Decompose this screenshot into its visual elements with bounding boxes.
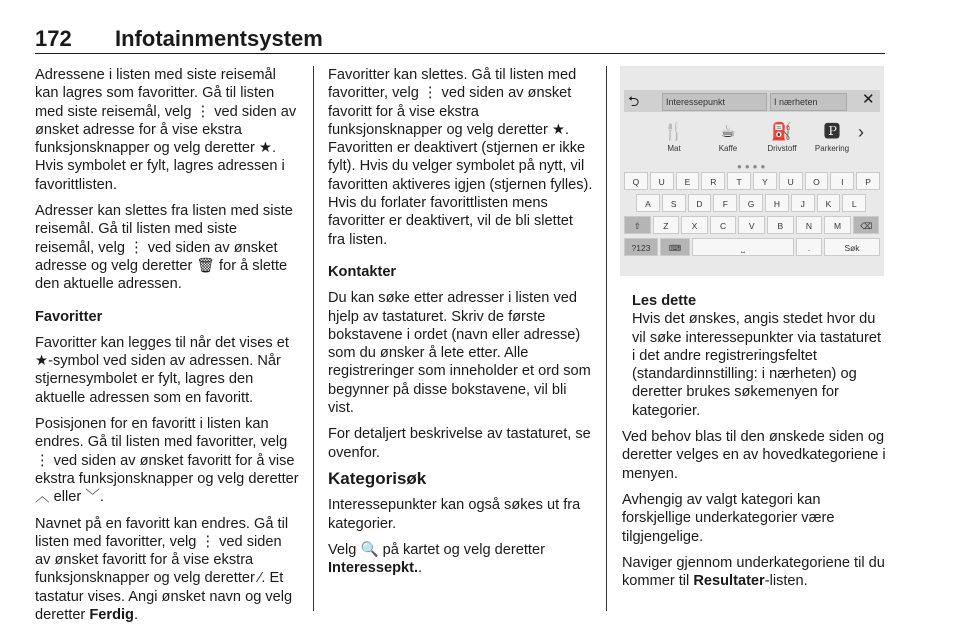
keyboard-key[interactable]: C [710,216,737,234]
keyboard-key[interactable]: H [765,194,789,212]
keyboard-key[interactable]: N [796,216,823,234]
page-number: 172 [35,26,72,51]
keyboard-key[interactable]: M [824,216,851,234]
keyboard-key[interactable]: D [688,194,712,212]
resultater-label: Resultater [693,573,765,590]
chevron-right-icon[interactable]: › [858,122,864,142]
interessepkt-label: Interessepkt. [328,560,419,577]
paragraph: Posisjonen for en favoritt i listen kan endres. Gå til listen med favoritter, velg ⋮ ved siden av ønsket favoritt for å vise ekstra funksjonsknapper og velg deretter ︿ eller ﹀. [35,416,299,506]
section-heading-kontakter: Kontakter [328,263,397,280]
parking-icon: 🅿 [823,122,841,141]
backspace-key[interactable]: ⌫ [853,216,880,234]
back-icon[interactable]: ⮌ [628,93,640,109]
paragraph: Favoritter kan slettes. Gå til listen med favoritter, velg ⋮ ved siden av ønsket favoritt for å vise ekstra funksjonsknapper og velg deretter ★. Favoritten er deaktivert (stjernen er ikke fylt). Hvis du velger symbolet på nytt, vil favoritten aktiveres igjen (stjernen fylles). Hvis du forlater favorittlisten mens favoritter er deaktivert, vil de bli slettet fra listen. [328,67,593,248]
keyboard-key[interactable]: Q [624,172,648,190]
keyboard-row-4 [624,238,880,256]
paragraph [35,515,300,625]
page-header [35,26,885,56]
keyboard-key[interactable]: Z [653,216,680,234]
key-search[interactable]: Søk [824,238,880,256]
keyboard-key[interactable]: B [767,216,794,234]
key-dot[interactable]: . [796,238,822,256]
keyboard-toggle-icon[interactable]: ⌨ [660,238,690,256]
keyboard-key[interactable]: R [701,172,725,190]
keyboard-key[interactable]: I [830,172,854,190]
paragraph [328,541,593,578]
keyboard-key[interactable]: O [805,172,829,190]
paragraph: For detaljert beskrivelse av tastaturet, se ovenfor. [328,426,591,461]
text: . [418,560,423,577]
category-label: Parkering [814,144,850,153]
keyboard-row-3 [624,216,880,234]
paragraph: Favoritter kan legges til når det vises et ★-symbol ved siden av adressen. Når stjernesymbolet er fylt, lagres den aktuelle adressen som en favoritt. [35,334,289,406]
coffee-icon: ☕ [720,122,736,141]
keyboard-key[interactable]: T [727,172,751,190]
key-space[interactable]: ⎵ [692,238,794,256]
close-icon[interactable]: ✕ [862,91,875,108]
keyboard-key[interactable]: F [713,194,737,212]
category-parkering[interactable] [804,120,860,153]
paragraph: Interessepunkter kan også søkes ut fra kategorier. [328,497,581,532]
keyboard-key[interactable]: Y [753,172,777,190]
keyboard-row-1 [624,172,880,190]
text: Navnet på en favoritt kan endres. Gå til listen med favoritter, velg ⋮ ved siden av ønsket favoritt for å vise ekstra funksjonsknapper og velg deretter ⁄. Et tastatur vises. Angi ønsket navn og velg deretter [35,515,293,624]
note-title: Les dette [632,293,697,309]
keyboard-key[interactable]: A [636,194,660,212]
ferdig-label: Ferdig [89,607,134,624]
fuel-icon: ⛽ [771,122,793,141]
column-2 [328,66,593,585]
key-123[interactable]: ?123 [624,238,658,256]
keyboard-key[interactable]: E [676,172,700,190]
keyboard-key[interactable]: U [650,172,674,190]
infotainment-screenshot [620,66,884,276]
category-label: Mat [667,144,681,153]
keyboard-key[interactable]: G [739,194,763,212]
cutlery-icon: 🍴 [663,122,685,141]
keyboard-key[interactable]: V [738,216,765,234]
column-divider [606,66,607,611]
text: Velg 🔍 på kartet og velg deretter [328,541,545,558]
paragraph: Adresser kan slettes fra listen med siste reisemål. Gå til listen med siste reisemål, velg ⋮ ved siden av ønsket adresse og velg deretter 🗑 for å slette den aktuelle adressen. [35,203,293,293]
keyboard-key[interactable]: L [842,194,866,212]
note-body: Hvis det ønskes, angis stedet hvor du vil søke interessepunkter via tastaturet i det andre registreringsfeltet (standardinnstilling: i nærheten) og deretter brukes søkemenyen for kategorier. [632,311,882,419]
shift-key[interactable]: ⇧ [624,216,651,234]
paragraph: Avhengig av valgt kategori kan forskjellige underkategorier være tilgjengelige. [622,491,835,545]
section-heading-favoritter: Favoritter [35,308,103,325]
category-label: Drivstoff [767,144,797,153]
text: . [133,607,139,624]
search-bar [624,90,880,112]
paragraph: Du kan søke etter adresser i listen ved hjelp av tastaturet. Skriv de første bokstavene i ordet (navn eller adresse) som du ønsker å lete etter. Alle registreringer som inneholder et ord som begynner på disse bokstavene, vil bli vist. [328,290,591,417]
category-label: Kaffe [718,144,738,153]
paragraph: Adressene i listen med siste reisemål kan lagres som favoritter. Gå til listen med siste reisemål, velg ⋮ ved siden av ønsket adresse for å vise ekstra funksjonsknapper og velg deretter ★. Hvis symbolet er fylt, lagres adressen i favorittlisten. [35,67,297,193]
header-rule [35,53,885,54]
category-kaffe[interactable] [700,120,756,153]
column-divider [313,66,314,611]
text: Naviger gjennom underkategoriene til du kommer til [622,554,885,590]
category-mat[interactable] [646,120,702,153]
column-1 [35,66,300,632]
keyboard-key[interactable]: S [662,194,686,212]
keyboard-key[interactable]: J [791,194,815,212]
paragraph: Ved behov blas til den ønskede siden og deretter velges en av hovedkategoriene i menyen. [622,429,886,482]
paragraph [622,554,886,591]
page-dots: ●●●● [737,162,769,171]
keyboard-key[interactable]: U [779,172,803,190]
keyboard-key[interactable]: K [817,194,841,212]
column-3 [622,292,886,598]
section-heading-kategorisok: Kategorisøk [328,468,427,488]
category-drivstoff[interactable] [754,120,810,153]
keyboard-key[interactable]: X [681,216,708,234]
location-input[interactable]: I nærheten [770,93,847,111]
keyboard-row-2 [624,194,880,212]
keyboard-key[interactable]: P [856,172,880,190]
text: -listen. [764,573,808,590]
page-title: Infotainmentsystem [115,26,323,51]
poi-input[interactable]: Interessepunkt [662,93,767,111]
note-box [632,292,886,420]
